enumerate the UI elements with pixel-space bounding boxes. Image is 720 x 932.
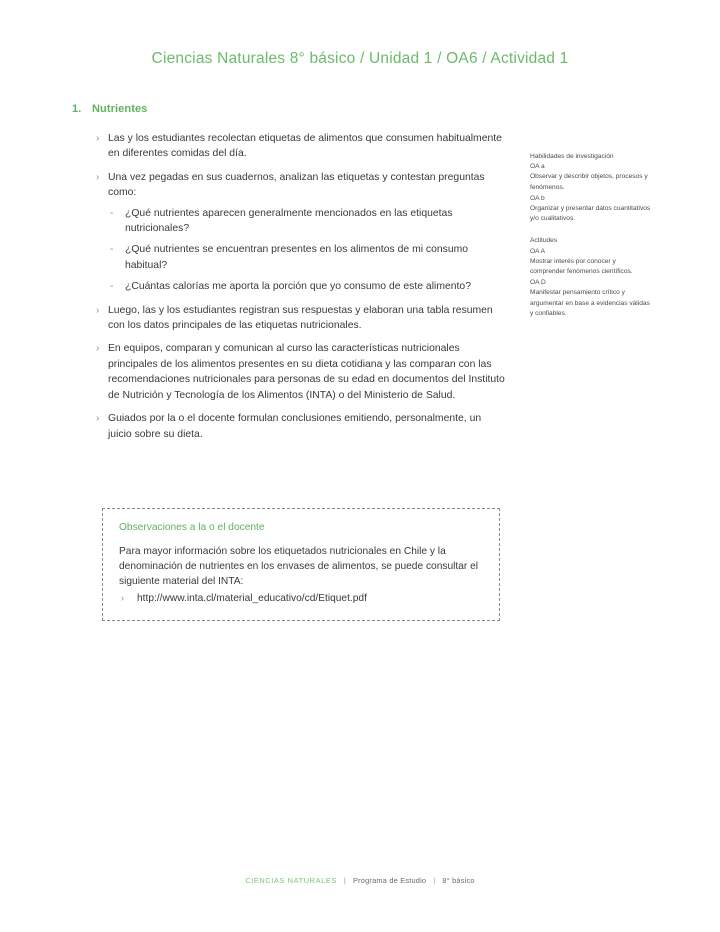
list-item [96, 170, 506, 295]
list-item-text: Guiados por la o el docente formulan conclusiones emitiendo, personalmente, un juicio sobre su dieta. [108, 413, 482, 440]
list-item [96, 341, 506, 403]
list-item-text: Luego, las y los estudiantes registran sus respuestas y elaboran una tabla resumen con los datos principales de las etiquetas nutricionales. [108, 304, 493, 332]
chevron-bullet-icon: › [96, 133, 100, 144]
sidebar-entry-code: OA a [530, 163, 545, 171]
chevron-bullet-icon: › [121, 593, 124, 603]
page-footer [0, 876, 720, 885]
activity-content [96, 131, 506, 450]
margin-sidebar [530, 152, 652, 331]
observations-title: Observaciones a la o el docente [119, 522, 265, 533]
list-item-text: ¿Cuántas calorías me aporta la porción que yo consumo de este alimento? [125, 281, 471, 293]
list-item-text: ¿Qué nutrientes se encuentran presentes en los alimentos de mi consumo habitual? [125, 244, 469, 271]
chevron-bullet-icon: › [96, 171, 100, 183]
observations-link-row [119, 591, 483, 606]
sidebar-entry-code: OA D [530, 279, 546, 287]
sidebar-entry-text: Observar y describir objetos, procesos y fenómenos. [530, 173, 648, 191]
question-sublist [108, 206, 506, 295]
footer-separator: | [433, 876, 436, 885]
list-item [96, 303, 506, 334]
activity-steps-list [96, 131, 506, 442]
sidebar-entry-code: OA A [530, 247, 546, 255]
sidebar-group-habilidades [530, 152, 652, 224]
section-title: Nutrientes [92, 103, 148, 115]
dash-bullet-icon: - [110, 281, 114, 293]
page-title: Ciencias Naturales 8° básico / Unidad 1 / OA6 / Actividad 1 [151, 50, 569, 67]
sidebar-group-heading: Habilidades de investigación [530, 153, 614, 160]
list-item-text: Una vez pegadas en sus cuadernos, analizan las etiquetas y contestan preguntas como: [108, 171, 485, 199]
section-heading [72, 103, 147, 115]
observations-box [102, 508, 500, 621]
chevron-bullet-icon: › [96, 304, 100, 316]
sidebar-entry-code: OA b [530, 194, 545, 202]
list-item-text: ¿Qué nutrientes aparecen generalmente mencionados en las etiquetas nutricionales? [125, 207, 453, 235]
footer-brand: CIENCIAS NATURALES [245, 876, 337, 885]
chevron-bullet-icon: › [96, 343, 100, 355]
sidebar-entry-text: Organizar y presentar datos cuantitativos y/o cualitativos. [530, 205, 651, 223]
list-item [96, 131, 506, 162]
sidebar-entry-text: Manifestar pensamiento crítico y argumentar en base a evidencias válidas y confiables. [530, 289, 650, 317]
chevron-bullet-icon: › [96, 413, 100, 425]
footer-separator: | [343, 876, 347, 885]
sidebar-group-heading: Actitudes [530, 237, 558, 245]
sidebar-entry-text: Mostrar interés por conocer y comprender fenómenos científicos. [530, 257, 633, 276]
inta-material-link[interactable]: http://www.inta.cl/material_educativo/cd/Etiquet.pdf [137, 593, 367, 604]
observations-body: Para mayor información sobre los etiquetados nutricionales en Chile y la denominación de nutrientes en los envases de alimentos, se puede consultar el siguiente material del INTA: [119, 546, 479, 587]
sidebar-group-actitudes [530, 236, 652, 319]
list-item [108, 206, 506, 237]
list-item-text: Las y los estudiantes recolectan etiquetas de alimentos que consumen habitualmente en diferentes comidas del día. [108, 133, 502, 160]
footer-right: 8° básico [442, 876, 475, 885]
list-item [108, 242, 506, 273]
dash-bullet-icon: - [110, 244, 114, 256]
list-item [108, 279, 506, 294]
list-item-text: En equipos, comparan y comunican al curso las características nutricionales principales de los alimentos presentes en su dieta cotidiana y las comparan con las recomendaciones nutricionales para personas de su edad en documentos del Instituto de Nutrición y Tecnología de los Alimentos (INTA) o del Ministerio de Salud. [108, 343, 505, 401]
section-number: 1. [72, 103, 82, 115]
footer-middle: Programa de Estudio [353, 876, 427, 885]
dash-bullet-icon: - [110, 207, 114, 219]
list-item [96, 411, 506, 442]
